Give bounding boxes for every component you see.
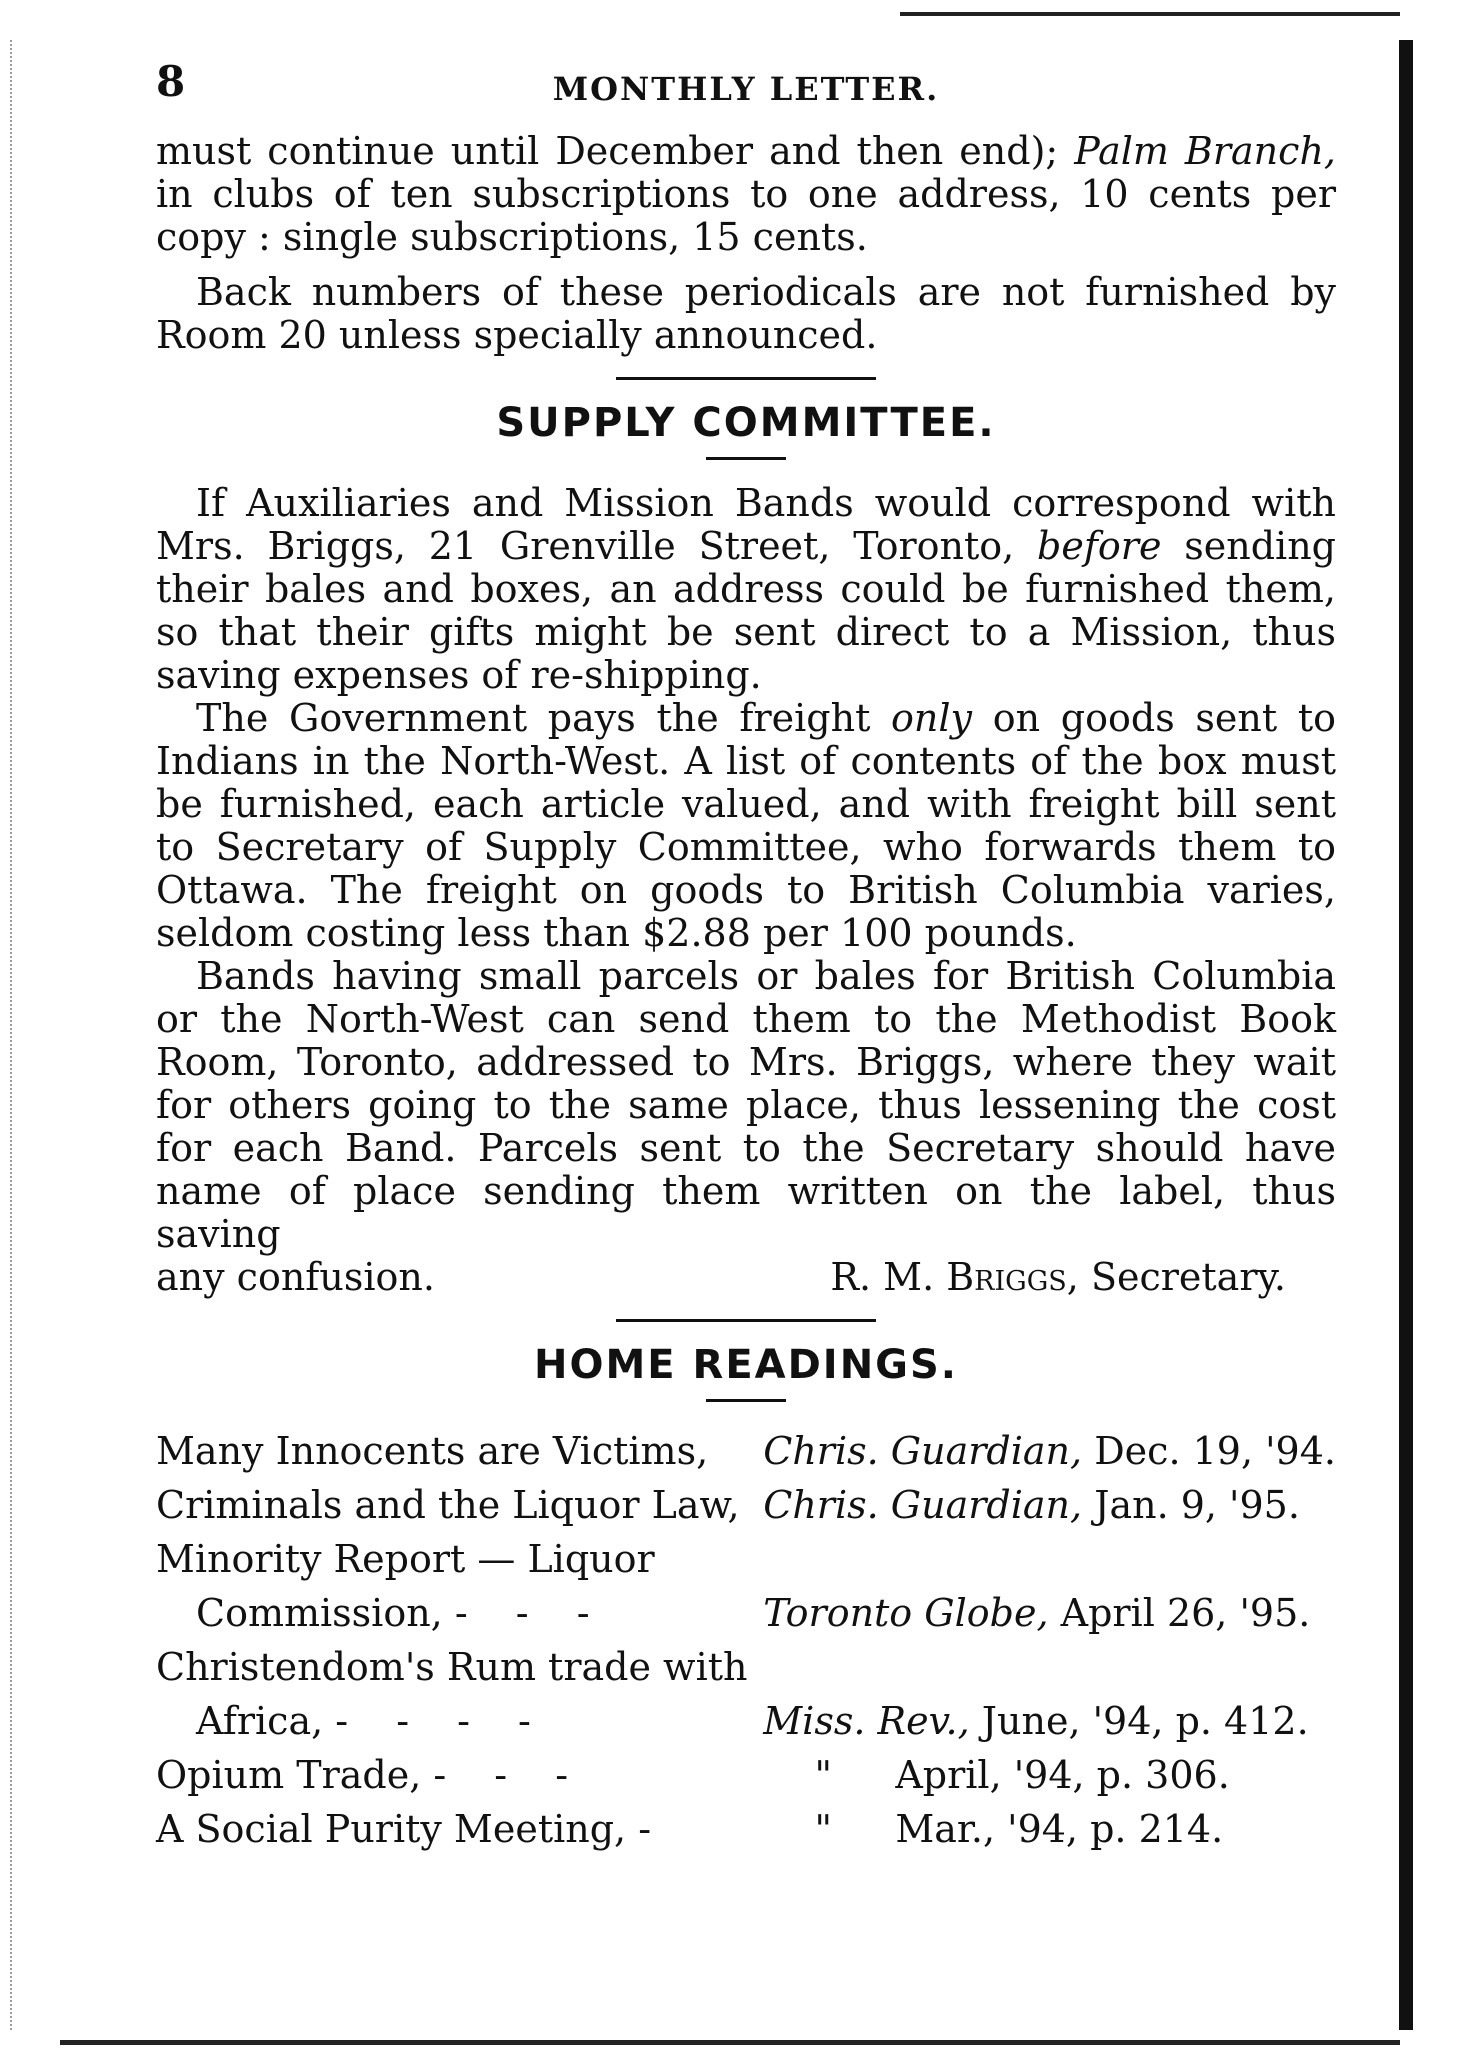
signature-role: Secretary. [1078,1255,1286,1299]
ditto-mark: " [814,1807,832,1851]
reading-title [156,1694,763,1748]
supply-paragraph-2 [156,697,1336,955]
table-row [156,1532,1336,1586]
signature-name: R. M. Briggs, [830,1255,1079,1299]
reading-source [763,1802,1336,1856]
reading-title-text: A Social Purity Meeting, [156,1807,627,1851]
reading-title-text: Opium Trade, [156,1753,422,1797]
intro-paragraph-1 [156,130,1336,259]
ditto-mark: " [814,1753,832,1797]
source-publication: Chris. Guardian, [763,1483,1083,1527]
home-readings-table [156,1424,1336,1856]
supply-paragraph-1 [156,482,1336,697]
intro-p1-text-b: in clubs of ten subscriptions to one address, 10 cents per copy : single subscriptions, 15 cents. [156,172,1336,259]
page-content [156,57,1336,1856]
table-row [156,1748,1336,1802]
page-number: 8 [156,57,186,106]
intro-paragraph-2: Back numbers of these periodicals are not furnished by Room 20 unless specially announced. [156,270,1336,357]
reading-title-text: Minority Report — Liquor [156,1537,655,1581]
reading-source [763,1478,1336,1532]
intro-p1-emphasis: Palm Branch, [1074,129,1336,173]
reading-title [156,1478,763,1532]
reading-source [763,1532,1336,1586]
source-publication: Chris. Guardian, [763,1429,1083,1473]
reading-title [156,1586,763,1640]
running-head: MONTHLY LETTER. [552,70,940,108]
leader-dots: - - - - [335,1699,549,1743]
reading-title-text: Commission, [196,1591,443,1635]
table-row [156,1424,1336,1478]
title-underline [706,457,786,460]
reading-source [763,1748,1336,1802]
table-row [156,1802,1336,1856]
table-row [156,1694,1336,1748]
bottom-edge-rule [60,2040,1400,2045]
right-edge-border [1399,40,1413,2030]
home-readings-title: HOME READINGS. [533,1342,958,1388]
reading-title [156,1640,763,1694]
table-row [156,1478,1336,1532]
leader-dots: - [638,1807,670,1851]
intro-p1-text-a: must continue until December and then end); [156,129,1075,173]
page-header [156,57,1336,130]
source-date: Jan. 9, '95. [1082,1483,1300,1527]
source-date: April, '94, p. 306. [883,1753,1230,1797]
table-row [156,1640,1336,1694]
source-date: June, '94, p. 412. [969,1699,1309,1743]
supply-p2-text-b: on goods sent to Indians in the North-West. A list of contents of the box must be furnished, each article valued, and with freight bill sent to Secretary of Supply Committee, who forwards them to Ottawa. The freight on goods to British Columbia varies, seldom costing less than $2.88 per 100 pounds. [156,696,1336,955]
supply-paragraph-3: Bands having small parcels or bales for British Columbia or the North-West can send them to the Methodist Book Room, Toronto, addressed to Mrs. Briggs, where they wait for others going to the same place, thus lessening the cost for each Band. Parcels sent to the Secretary should have name of place sending them written on the label, thus saving [156,954,1336,1256]
left-edge-artifacts [10,40,52,2030]
signature-line [156,1256,1336,1299]
source-publication: Toronto Globe, [763,1591,1049,1635]
source-date: April 26, '95. [1048,1591,1311,1635]
reading-source [763,1424,1336,1478]
supply-p1-text-b: sending their bales and boxes, an address could be furnished them, so that their gifts might be sent direct to a Mission, thus saving expenses of re-shipping. [156,524,1336,697]
reading-title-text: Africa, [196,1699,324,1743]
reading-title [156,1802,763,1856]
source-date: Dec. 19, '94. [1082,1429,1336,1473]
reading-source [763,1640,1336,1694]
table-row [156,1586,1336,1640]
reading-source [763,1694,1336,1748]
top-edge-rule [900,12,1400,16]
reading-source [763,1586,1336,1640]
signature [830,1256,1336,1299]
supply-p2-text-a: The Government pays the freight [196,696,892,740]
supply-p1-emphasis: before [1037,524,1162,568]
supply-p1-text-a: If Auxiliaries and Mission Bands would correspond with Mrs. Briggs, 21 Grenville Street, Toronto, [156,481,1336,568]
reading-title-text: Criminals and the Liquor Law, [156,1483,740,1527]
title-underline [706,1399,786,1402]
leader-dots: - - - [433,1753,587,1797]
reading-title [156,1532,763,1586]
supply-committee-title: SUPPLY COMMITTEE. [496,400,996,446]
section-divider [616,377,876,380]
source-date: Mar., '94, p. 214. [883,1807,1224,1851]
reading-title-text: Many Innocents are Victims, [156,1429,709,1473]
section-divider [616,1319,876,1322]
reading-title-text: Christendom's Rum trade with [156,1645,748,1689]
supply-p2-emphasis: only [891,696,973,740]
reading-title [156,1424,763,1478]
leader-dots: - - - [454,1591,608,1635]
source-publication: Miss. Rev., [763,1699,970,1743]
reading-title [156,1748,763,1802]
closing-text: any confusion. [156,1255,435,1299]
